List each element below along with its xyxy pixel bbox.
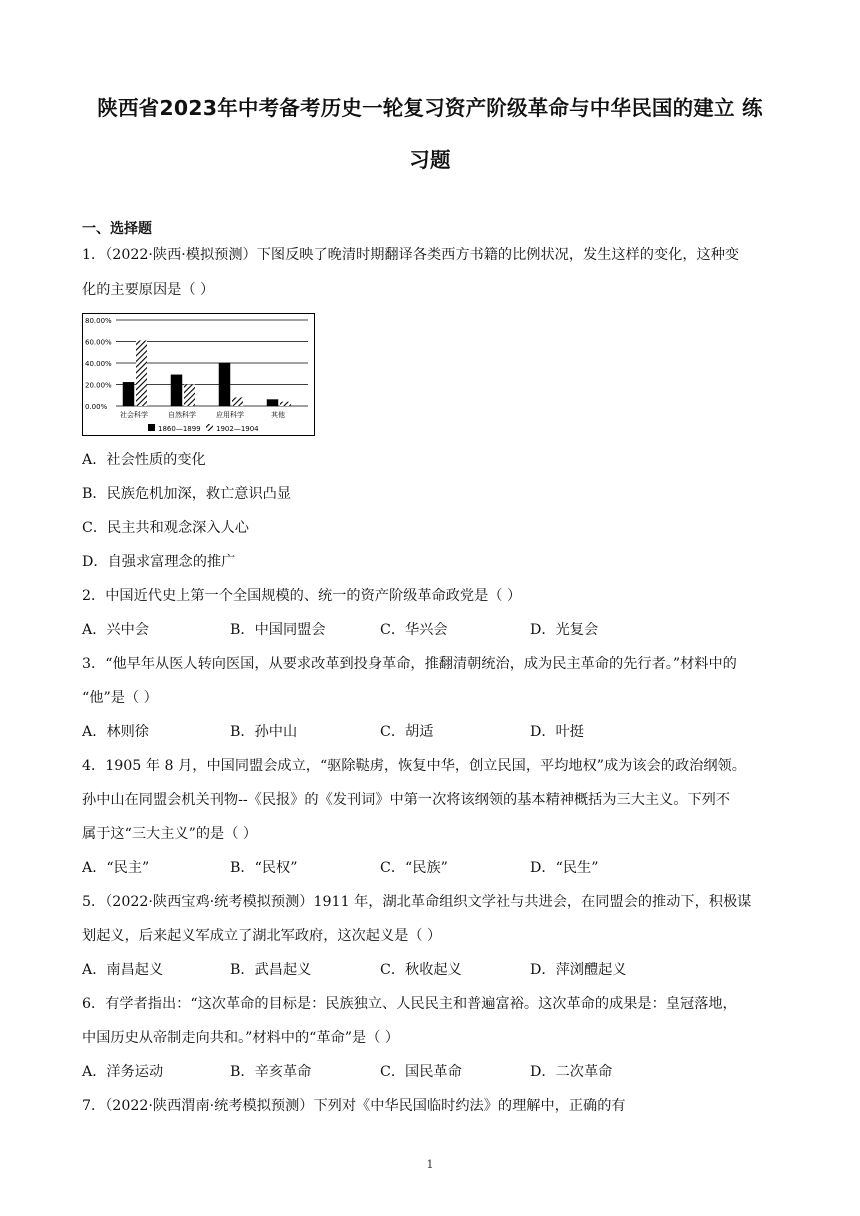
bar-series-2 <box>184 385 195 407</box>
y-tick-label: 40.00% <box>85 360 112 368</box>
question-3-option-b[interactable]: B．孙中山 <box>230 724 298 740</box>
bar-series-1 <box>171 375 182 406</box>
question-4-line-2: 孙中山在同盟会机关刊物--《民报》的《发刊词》中第一次将该纲领的基本精神概括为三大主义。下列不 <box>82 792 731 808</box>
legend-swatch-series-1 <box>148 424 155 431</box>
question-2-line-1: 2．中国近代史上第一个全国规模的、统一的资产阶级革命政党是（ ） <box>82 588 522 604</box>
bar-series-1 <box>123 382 134 406</box>
y-tick-label: 60.00% <box>85 338 112 347</box>
question-6-option-c[interactable]: C．国民革命 <box>380 1064 462 1080</box>
question-7-line-1: 7．（2022·陕西渭南·统考模拟预测）下列对《中华民国临时约法》的理解中，正确的有 <box>82 1098 626 1114</box>
question-6-option-d[interactable]: D．二次革命 <box>530 1064 613 1080</box>
question-6-option-a[interactable]: A．洋务运动 <box>82 1064 164 1080</box>
document-title <box>70 82 790 186</box>
bar-series-1 <box>267 400 278 406</box>
bar-chart <box>82 313 320 437</box>
legend-label-series-1: 1860—1899 <box>158 425 201 433</box>
question-5-option-d[interactable]: D．萍浏醴起义 <box>530 962 627 978</box>
question-6-line-2: 中国历史从帝制走向共和。”材料中的“革命”是（ ） <box>82 1030 400 1046</box>
question-4-line-1: 4．1905 年 8 月，中国同盟会成立，“驱除鞑虏，恢复中华，创立民国，平均地权”成为该会的政治纲领。 <box>82 758 746 774</box>
question-1-line-1: 1．（2022·陕西·模拟预测）下图反映了晚清时期翻译各类西方书籍的比例状况，发生这样的变化，这种变 <box>82 247 740 263</box>
x-tick-label: 社会科学 <box>120 411 148 419</box>
question-5-option-a[interactable]: A．南昌起义 <box>82 962 164 978</box>
question-1-option-d[interactable]: D．自强求富理念的推广 <box>82 554 236 570</box>
question-3-line-1: 3．“他早年从医人转向医国，从要求改革到投身革命，推翻清朝统治，成为民主革命的先行者。”材料中的 <box>82 656 737 672</box>
legend-swatch-series-2 <box>206 424 213 431</box>
question-1-option-a[interactable]: A．社会性质的变化 <box>82 452 206 468</box>
question-4-option-b[interactable]: B．“民权” <box>230 860 298 876</box>
bar-series-2 <box>280 402 291 406</box>
y-tick-label: 0.00% <box>85 403 108 411</box>
chart-svg <box>82 313 320 437</box>
question-4-option-a[interactable]: A．“民主” <box>82 860 150 876</box>
x-tick-label: 其他 <box>271 411 285 419</box>
question-2-option-c[interactable]: C．华兴会 <box>380 622 448 638</box>
bar-series-2 <box>232 397 243 406</box>
legend-label-series-2: 1902—1904 <box>216 425 259 433</box>
question-2-option-b[interactable]: B．中国同盟会 <box>230 622 326 638</box>
title-line-1: 陕西省2023年中考备考历史一轮复习资产阶级革命与中华民国的建立 练 <box>97 96 763 120</box>
question-2-option-a[interactable]: A．兴中会 <box>82 622 149 638</box>
question-5-option-c[interactable]: C．秋收起义 <box>380 962 462 978</box>
bar-series-1 <box>219 363 230 406</box>
question-3-option-c[interactable]: C．胡适 <box>380 724 434 740</box>
question-3-option-a[interactable]: A．林则徐 <box>82 724 149 740</box>
question-5-option-b[interactable]: B．武昌起义 <box>230 962 312 978</box>
y-tick-label: 20.00% <box>85 381 112 390</box>
question-1-line-2: 化的主要原因是（ ） <box>82 282 215 298</box>
question-4-option-c[interactable]: C．“民族” <box>380 860 448 876</box>
page-number: 1 <box>426 1158 434 1171</box>
question-3-line-2: “他”是（ ） <box>82 690 158 706</box>
question-4-option-d[interactable]: D．“民生” <box>530 860 599 876</box>
question-2-option-d[interactable]: D．光复会 <box>530 622 599 638</box>
question-3-option-d[interactable]: D．叶挺 <box>530 724 584 740</box>
question-6-line-1: 6．有学者指出：“这次革命的目标是：民族独立、人民民主和普遍富裕。这次革命的成果是：皇冠落地， <box>82 996 737 1012</box>
question-5-line-2: 划起义，后来起义军成立了湖北军政府，这次起义是（ ） <box>82 928 442 944</box>
question-5-line-1: 5．（2022·陕西宝鸡·统考模拟预测）1911 年，湖北革命组织文学社与共进会，在同盟会的推动下，积极谋 <box>82 894 752 910</box>
title-line-2: 习题 <box>409 148 451 172</box>
question-1-option-b[interactable]: B．民族危机加深，救亡意识凸显 <box>82 486 292 502</box>
bar-series-2 <box>136 340 147 406</box>
x-tick-label: 应用科学 <box>216 411 244 419</box>
section-heading: 一、选择题 <box>82 221 152 237</box>
question-4-line-3: 属于这“三大主义”的是（ ） <box>82 826 258 842</box>
question-1-option-c[interactable]: C．民主共和观念深入人心 <box>82 520 249 536</box>
y-tick-label: 80.00% <box>85 317 112 325</box>
question-6-option-b[interactable]: B．辛亥革命 <box>230 1064 312 1080</box>
x-tick-label: 自然科学 <box>168 411 196 419</box>
